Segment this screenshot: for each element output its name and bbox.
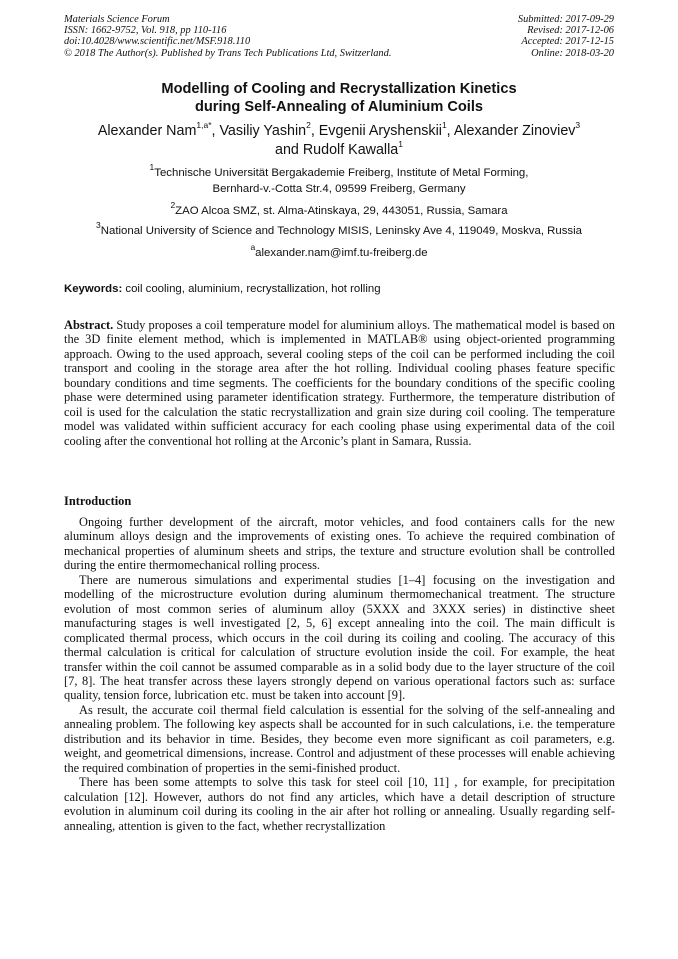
affiliation-2 [40, 200, 638, 220]
abstract-label: Abstract. [64, 318, 114, 332]
affil-mark: 2 [170, 200, 176, 211]
author-separator: , [446, 123, 454, 139]
paragraph: Ongoing further development of the aircraft, motor vehicles, and food containers calls for the new aluminum alloys design and the improvements of existing ones. To achieve the required combination of mechanical properties of aluminum sheets and strips, the texture and structure evolution shall be controlled during the entire thermomechanical rolling process. [64, 515, 615, 573]
journal-name: Materials Science Forum [64, 14, 170, 25]
date-accepted: Accepted: 2017-12-15 [521, 36, 614, 48]
affil-text: Bernhard-v.-Cotta Str.4, 09599 Freiberg, Germany [212, 182, 466, 195]
author-name: Alexander Nam [97, 123, 197, 139]
date-submitted: Submitted: 2017-09-29 [517, 14, 614, 25]
paper-title [40, 80, 638, 116]
paragraph: There are numerous simulations and experimental studies [1–4] focusing on the investigation and modelling of the microstructure evolution during aluminum thermomechanical treatment. The structure evolution of most common series of aluminum alloy (5XXX and 3XXX series) in distinctive sheet manufacturing stages is well investigated [2, 5, 6] except annealing into the coil. The main difficult is complicated thermal process, which occurs in the coil during its coiling and cooling. The accuracy of this thermal calculation is critical for calculation of structure evolution inside the coil. For example, the heat transfer within the coil cannot be assumed comparable as in a solid body due to the layer structure of the coil [7, 8]. The heat transfer across these layers strongly depend on various operational factors such as: surface quality, tension force, lubrication etc. must be taken into account [9]. [64, 572, 615, 703]
journal-copyright: © 2018 The Author(s). Published by Trans Tech Publications Ltd, Switzerland. [64, 47, 392, 59]
keywords [64, 282, 615, 296]
journal-doi: doi:10.4028/www.scientific.net/MSF.918.110 [64, 36, 251, 48]
affil-text: ZAO Alcoa SMZ, st. Alma-Atinskaya, 29, 443051, Russia, Samara [175, 205, 508, 217]
author-name: Vasiliy Yashin [219, 123, 307, 139]
author-name: and Rudolf Kawalla [275, 141, 399, 158]
title-line-1: Modelling of Cooling and Recrystallization Kinetics [161, 81, 517, 97]
author-affil-mark: 1 [441, 120, 447, 131]
author-separator: , [310, 123, 319, 139]
author-affil-mark: 1,a* [196, 120, 212, 131]
affil-mark: 1 [149, 162, 155, 173]
journal-issn: ISSN: 1662-9752, Vol. 918, pp 110-116 [64, 25, 227, 37]
journal-info [64, 14, 444, 59]
authors-line-1 [40, 122, 638, 141]
affil-text: National University of Science and Technology MISIS, Leninsky Ave 4, 119049, Moskva, Russia [100, 225, 582, 237]
abstract [64, 318, 615, 448]
email-link[interactable]: alexander.nam@imf.tu-freiberg.de [255, 247, 428, 259]
corresponding-email [40, 242, 638, 262]
paragraph: As result, the accurate coil thermal field calculation is essential for the solving of the self-annealing and annealing problem. The following key aspects shall be accounted for in such calculations, i.e. the temperature distribution and its behavior in time. Besides, they become even more significant as coil parameters, e.g. weight, and geometrical dimensions, increase. Control and adjustment of these processes will enable achieving the required combination of properties in the semi-finished product. [64, 702, 615, 775]
author-name: Evgenii Aryshenskii [318, 123, 442, 139]
abstract-text: Study proposes a coil temperature model for aluminium alloys. The mathematical model is based on the 3D finite element method, which is implemented in MATLAB® using object-oriented programming approach. Owing to the used approach, several cooling steps of the coil can be performed including the coil transport and cooling in the storage area after the hot rolling. Individual cooling phases feature specific boundary conditions and time segments. The coefficients for the boundary conditions of the specific cooling phase were determined using parameter identification strategy. Furthermore, the temperature distribution of coil is used for the calculation the static recrystallization and grain size during coil cooling. The temperature model was validated within sufficient accuracy for each cooling phase using experimental data of the coil cooling after the conventional hot rolling at the Arconic’s plant in Samara, Russia. [64, 318, 615, 448]
author-affil-mark: 2 [306, 120, 311, 131]
section-heading-introduction: Introduction [64, 494, 132, 508]
author-separator: , [211, 123, 220, 139]
affil-mark: 3 [96, 220, 101, 231]
affiliation-3 [40, 220, 638, 240]
date-revised: Revised: 2017-12-06 [527, 25, 614, 37]
keywords-label: Keywords: [64, 283, 123, 295]
introduction-body [64, 515, 615, 833]
dates-info [414, 14, 614, 59]
author-affil-mark: 1 [398, 138, 403, 149]
author-list [40, 122, 638, 159]
date-online: Online: 2018-03-20 [531, 47, 614, 59]
affiliation-1 [40, 162, 638, 197]
affil-text: Technische Universität Bergakademie Freiberg, Institute of Metal Forming, [154, 167, 529, 179]
author-name: Alexander Zinoviev [453, 123, 576, 139]
authors-line-2 [40, 138, 638, 160]
email-mark: a [250, 242, 256, 253]
keywords-text: coil cooling, aluminium, recrystallization, hot rolling [122, 283, 381, 295]
title-line-2: during Self-Annealing of Aluminium Coils [194, 99, 484, 115]
author-affil-mark: 3 [575, 120, 581, 131]
paragraph: There has been some attempts to solve this task for steel coil [10, 11] , for example, for precipitation calculation [12]. However, authors do not find any articles, which have a detail description of structure evolution in aluminum coil during its cooling in the air after hot rolling or annealing. Usually regarding self-annealing, attention is given to the fact, whether recrystallization [64, 775, 615, 833]
